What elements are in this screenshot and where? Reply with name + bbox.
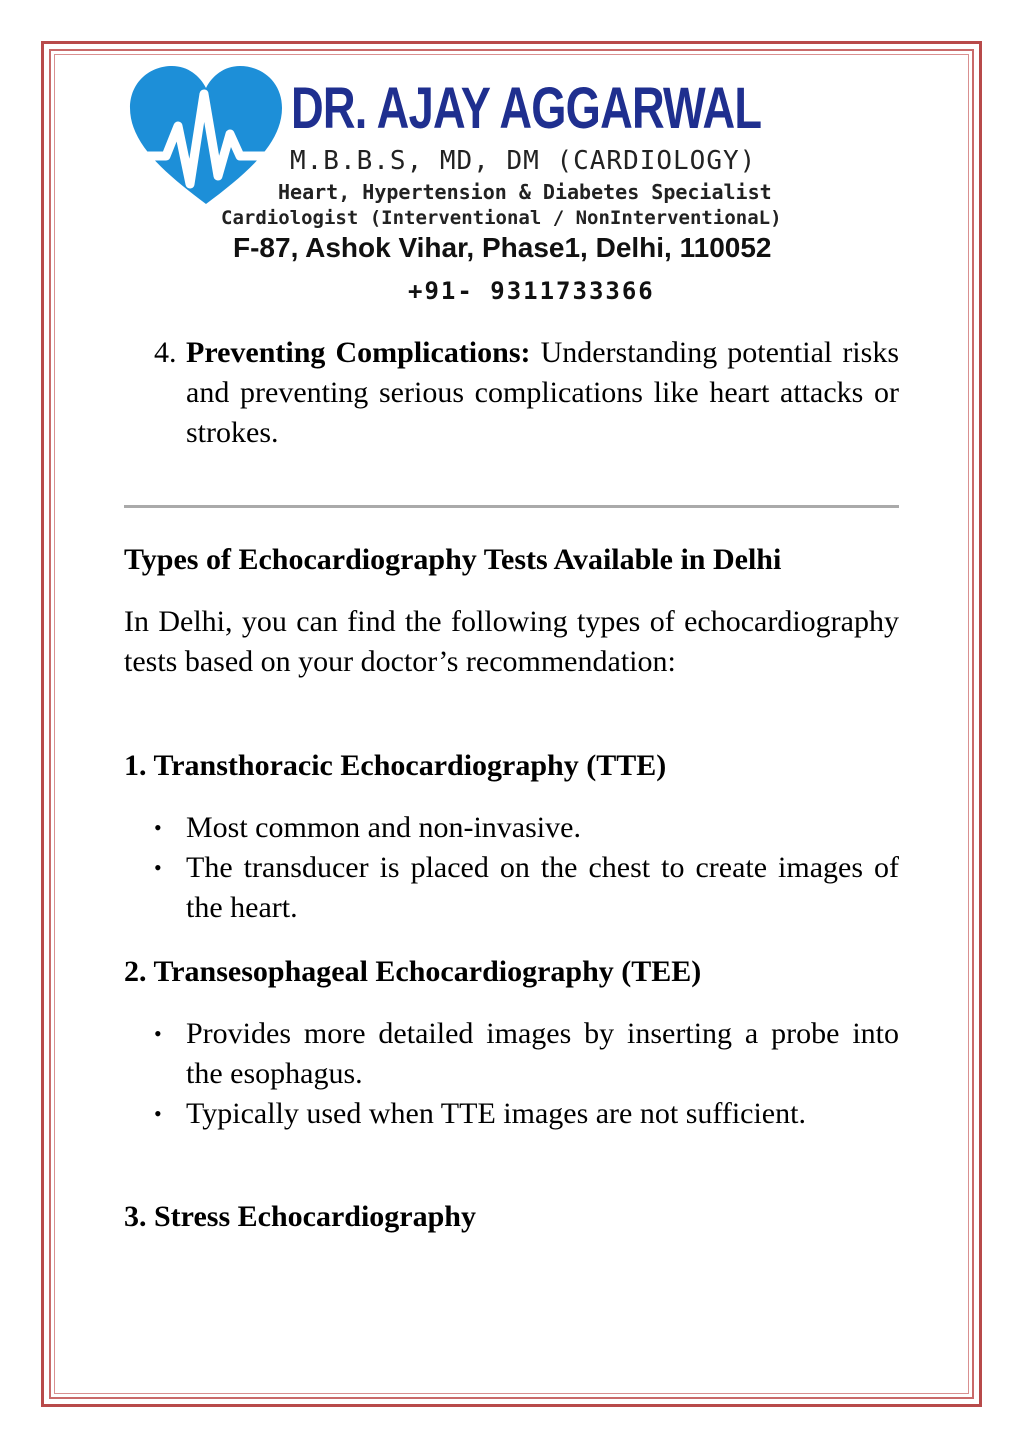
clinic-phone: +91- 9311733366: [408, 277, 655, 305]
doctor-name: DR. AJAY AGGARWAL: [291, 76, 762, 141]
section-title: Types of Echocardiography Tests Available in Delhi: [124, 543, 782, 576]
bullet-text: The transducer is placed on the chest to create images of the heart.: [186, 851, 899, 924]
section-divider: [124, 505, 899, 508]
test-heading-tte: 1. Transthoracic Echocardiography (TTE): [124, 749, 667, 782]
bullet-marker: •: [154, 855, 162, 880]
doctor-specialty: Heart, Hypertension & Diabetes Specialist: [278, 180, 772, 204]
bullet-text: Typically used when TTE images are not sufficient.: [186, 1097, 806, 1130]
doctor-cardiologist-type: Cardiologist (Interventional / NonInterventionaL): [221, 207, 782, 229]
test-heading-tee: 2. Transesophageal Echocardiography (TEE): [124, 955, 702, 988]
bullet-text: Most common and non-invasive.: [186, 811, 581, 844]
list-item-title: Preventing Complications:: [186, 336, 531, 369]
doctor-degrees: M.B.B.S, MD, DM (CARDIOLOGY): [290, 146, 757, 176]
section-intro: In Delhi, you can find the following types of echocardiography tests based on your doctor’s recommendation:: [124, 605, 899, 678]
bullet-marker: •: [154, 815, 162, 840]
list-item-preventing-complications: [186, 333, 899, 453]
heart-ecg-icon: [126, 64, 286, 214]
clinic-address: F-87, Ashok Vihar, Phase1, Delhi, 110052: [233, 232, 772, 263]
bullet-marker: •: [154, 1021, 162, 1046]
list-item-number: 4.: [154, 336, 177, 369]
bullet-marker: •: [154, 1101, 162, 1126]
list-item-text: Understanding potential risks and preventing serious complications like heart attacks or strokes.: [186, 336, 899, 449]
test-heading-stress: 3. Stress Echocardiography: [124, 1200, 476, 1233]
bullet-text: Provides more detailed images by inserting a probe into the esophagus.: [186, 1017, 899, 1090]
